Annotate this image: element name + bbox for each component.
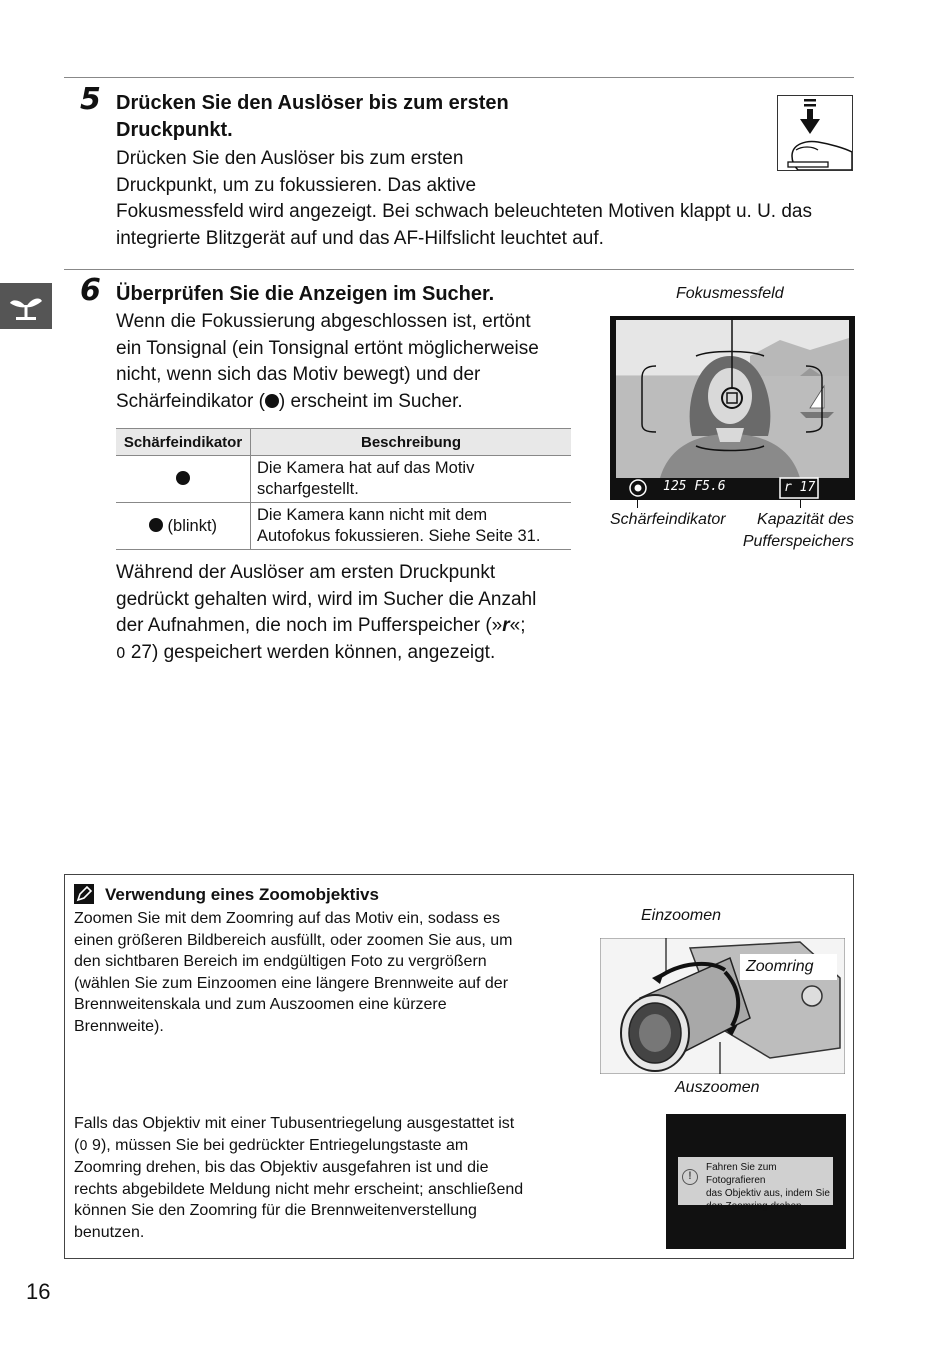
text-line: [74, 1135, 604, 1158]
table-header: Beschreibung: [251, 429, 572, 456]
shutter-speed: 125: [663, 479, 687, 494]
buffer-r-icon: r: [502, 615, 510, 636]
viewfinder-scene: [610, 316, 855, 500]
text-fragment: der Aufnahmen, die noch im Pufferspeicher (»: [116, 615, 503, 636]
text-line: ein Tonsignal (ein Tonsignal ertönt möglicherweise: [116, 337, 539, 359]
step-title-line: Druckpunkt.: [116, 119, 233, 141]
text-fragment: 9), müssen Sie bei gedrückter Entriegelungstaste am: [87, 1136, 469, 1154]
label-zoom-in: Einzoomen: [641, 907, 722, 924]
text-line: integrierte Blitzgerät auf und das AF-Hilfslicht leuchtet auf.: [116, 227, 604, 249]
text-line: Drücken Sie den Auslöser bis zum ersten: [116, 148, 464, 169]
text-line: nicht, wenn sich das Motiv bewegt) und der: [116, 364, 481, 385]
tip-paragraph-1: [74, 908, 594, 1037]
viewfinder-buffer-readout: r 17: [784, 480, 816, 495]
tip-paragraph-2: [74, 1113, 604, 1243]
focus-dot-icon: [265, 394, 279, 408]
pencil-icon: [74, 884, 94, 904]
text-line: (wählen Sie zum Einzoomen eine längere Brennweite auf der: [74, 974, 509, 992]
text-line: [116, 640, 586, 667]
text-line: Brennweite).: [74, 1017, 164, 1035]
aperture-value: F5.6: [694, 479, 726, 494]
viewfinder-exposure-readout: [663, 479, 726, 494]
step-title: [116, 90, 509, 144]
text-line: den sichtbaren Bereich im endgültigen Foto zu vergrößern: [74, 953, 487, 970]
text-fragment: ) erscheint im Sucher.: [278, 390, 463, 412]
text-line: Wenn die Fokussierung abgeschlossen ist, ertönt: [116, 311, 531, 332]
step-title: Überprüfen Sie die Anzeigen im Sucher.: [116, 283, 495, 305]
tip-title: Verwendung eines Zoomobjektivs: [105, 885, 379, 904]
cell-line: scharfgestellt.: [257, 480, 359, 498]
message-line: Fahren Sie zum Fotografieren: [706, 1162, 777, 1186]
text-line: Fokusmessfeld wird angezeigt. Bei schwach beleuchteten Motiven klappt u. U. das: [116, 201, 812, 222]
cell-line: Die Kamera hat auf das Motiv: [257, 459, 475, 477]
table-header-row: [116, 429, 571, 456]
cell-line: Autofokus fokussieren. Siehe Seite 31.: [257, 527, 541, 545]
caption-line: Pufferspeichers: [742, 533, 854, 550]
text-fragment: «;: [509, 615, 526, 636]
finger-press-icon: [778, 96, 852, 170]
text-line: [116, 389, 586, 416]
text-line: Brennweitenskala und zum Auszoomen eine kürzere: [74, 996, 447, 1013]
text-line: Zoomring drehen, bis das Objektiv ausgefahren ist und die: [74, 1159, 489, 1176]
text-line: Während der Auslöser am ersten Druckpunkt: [116, 562, 496, 583]
text-fragment: 27) gespeichert werden können, angezeigt.: [125, 641, 496, 663]
table-row: [116, 456, 571, 503]
warning-icon: !: [682, 1169, 698, 1185]
text-line: [116, 613, 586, 640]
focus-dot-icon: [176, 471, 190, 485]
label-zoom-out: Auszoomen: [675, 1079, 760, 1096]
sprout-icon: [0, 283, 52, 329]
message-line: das Objektiv aus, indem Sie: [706, 1188, 830, 1199]
chapter-tab: [0, 283, 52, 329]
message-line: den Zoomring drehen.: [706, 1201, 805, 1212]
step-text: [116, 309, 586, 415]
text-fragment: (: [74, 1136, 80, 1154]
divider: [64, 77, 854, 78]
pencil-note-icon: [74, 884, 94, 904]
text-line: Zoomen Sie mit dem Zoomring auf das Motiv ein, sodass es: [74, 910, 500, 927]
text-line: benutzen.: [74, 1223, 145, 1241]
camera-message-screen: [666, 1114, 846, 1249]
cell-text: (blinkt): [162, 516, 218, 535]
step-title-line: Drücken Sie den Auslöser bis zum ersten: [116, 92, 509, 114]
message-box: [678, 1157, 833, 1212]
cell-line: Die Kamera kann nicht mit dem: [257, 506, 488, 524]
buffer-paragraph: [116, 560, 586, 666]
table-header: Schärfeindikator: [116, 429, 251, 456]
caption-line: Kapazität des: [757, 511, 854, 528]
label-focus-point: Fokusmessfeld: [676, 285, 784, 302]
divider: [64, 269, 854, 270]
label-focus-indicator: Schärfeindikator: [610, 511, 726, 528]
text-line: gedrückt gehalten wird, wird im Sucher die Anzahl: [116, 588, 537, 610]
viewfinder-illustration: [610, 316, 855, 500]
table-cell: [251, 456, 572, 503]
table-cell: [116, 456, 251, 503]
zoom-lens-illustration: [600, 938, 845, 1074]
text-line: Druckpunkt, um zu fokussieren. Das aktive: [116, 174, 477, 196]
leader-line: [637, 500, 638, 508]
step-number: 5: [80, 82, 101, 117]
label-zoom-ring: Zoomring: [746, 958, 814, 975]
text-line: rechts abgebildete Meldung nicht mehr erscheint; anschließend: [74, 1180, 524, 1198]
message-text: [706, 1161, 833, 1213]
focus-indicator-table: [116, 428, 571, 550]
leader-line: [800, 500, 801, 508]
text-fragment: Schärfeindikator (: [116, 390, 265, 412]
text-line: Falls das Objektiv mit einer Tubusentriegelung ausgestattet ist: [74, 1115, 515, 1132]
focus-dot-icon: [149, 518, 163, 532]
text-line: können Sie den Zoomring für die Brennweitenverstellung: [74, 1202, 477, 1219]
step-number: 6: [80, 273, 101, 308]
book-ref-icon: 0: [79, 1138, 88, 1154]
step-text: [116, 146, 856, 252]
table-cell: [116, 503, 251, 550]
label-buffer-capacity: [730, 509, 854, 553]
book-ref-icon: 0: [116, 643, 126, 662]
page-number: 16: [26, 1279, 51, 1304]
table-row: [116, 503, 571, 550]
shutter-press-illustration: [777, 95, 853, 171]
table-cell: [251, 503, 572, 550]
text-line: einen größeren Bildbereich ausfüllt, oder zoomen Sie aus, um: [74, 931, 513, 949]
